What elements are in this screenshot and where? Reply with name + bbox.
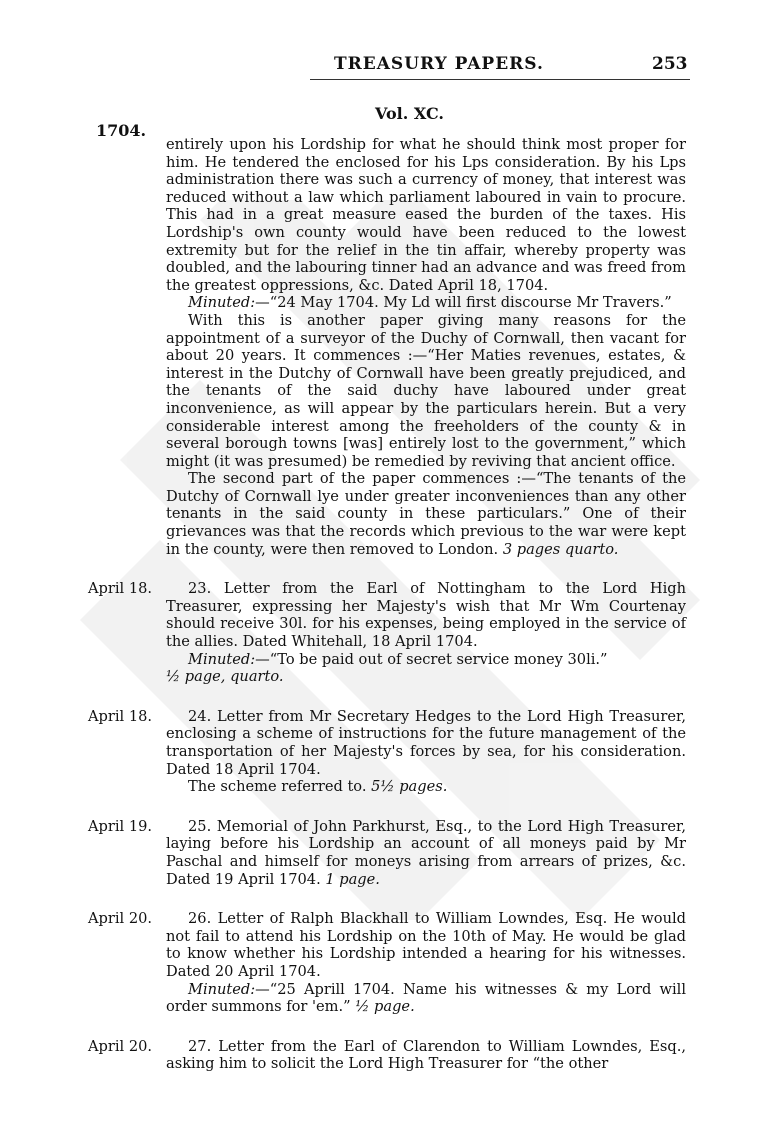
page-count: ½ page, quarto.: [166, 668, 284, 686]
entry-text: [166, 818, 686, 888]
entry-date: April 18.: [88, 707, 153, 725]
intro-minute: [166, 294, 686, 312]
entry-26: [88, 910, 686, 1016]
intro-paragraph-4: [166, 470, 686, 558]
entry-text: 23. Letter from the Earl of Nottingham to the Lord High Treasurer, expressing her Majesty's wish that Mr Wm Courtenay should receive 30l. for his expenses, being employed in the service of the allies. Dated Whitehall, 18 April 1704.: [166, 580, 686, 651]
minuted-label: Minuted:: [188, 650, 256, 668]
intro-paragraph-1: entirely upon his Lordship for what he should think most proper for him. He tendered the enclosed for his Lps consideration. By his Lps administration there was such a currency of money, that interest was reduced without a law which parliament laboured in vain to procure. This had in a great measure eased the burden of the taxes. His Lordship's own county would have been reduced to the lowest extremity but for the relief in the tin affair, whereby property was doubled, and the labouring tinner had an advance and was freed from the greatest oppressions, &c. Dated April 18, 1704.: [166, 136, 686, 294]
minuted-label: Minuted:: [188, 980, 256, 998]
main-text: [88, 136, 686, 1073]
note-text: The scheme referred to.: [188, 778, 367, 796]
entry-minute: [166, 651, 686, 669]
running-header: TREASURY PAPERS.: [334, 54, 544, 74]
entry-note: [166, 778, 686, 796]
minute-text: —“To be paid out of secret service money 30li.”: [255, 650, 608, 668]
page-count: 1 page.: [325, 870, 380, 888]
entry-date: April 18.: [88, 580, 153, 598]
entry-23: [88, 580, 686, 686]
margin-year: 1704.: [96, 121, 147, 140]
minuted-label: Minuted:: [188, 294, 256, 312]
entry-27: [88, 1037, 686, 1073]
page-number: 253: [652, 54, 688, 74]
entry-24: [88, 707, 686, 796]
entry-date: April 20.: [88, 910, 153, 928]
entry-25: [88, 817, 686, 888]
minute-text: —“25 Aprill 1704. Name his witnesses & my Lord will order summons for 'em.”: [166, 980, 686, 1016]
minute-text: —“24 May 1704. My Ld will first discourse Mr Travers.”: [255, 294, 672, 312]
page-count: 3 pages quarto.: [502, 540, 619, 558]
entry-minute: [166, 981, 686, 1016]
volume-heading: Vol. XC.: [375, 104, 444, 123]
entry-body: 25. Memorial of John Parkhurst, Esq., to the Lord High Treasurer, laying before his Lordship an account of all moneys paid by Mr Paschal and himself for moneys arising from arrears of prizes, &c. Dated 19 April 1704.: [166, 817, 686, 888]
entry-text: 27. Letter from the Earl of Clarendon to William Lowndes, Esq., asking him to solicit the Lord High Treasurer for “the other: [166, 1037, 686, 1073]
page-count: ½ page.: [355, 998, 415, 1016]
entry-text: 24. Letter from Mr Secretary Hedges to the Lord High Treasurer, enclosing a scheme of instructions for the future management of the transportation of her Majesty's forces by sea, for his consideration. Dated 18 April 1704.: [166, 707, 686, 778]
page-count: 5½ pages.: [371, 778, 448, 796]
header-rule: [310, 79, 690, 80]
entry-date: April 20.: [88, 1037, 153, 1055]
intro-paragraph-3: With this is another paper giving many reasons for the appointment of a surveyor of the Duchy of Cornwall, then vacant for about 20 years. It commences :—“Her Maties revenues, estates, & interest in the Dutchy of Cornwall have been greatly prejudiced, and the tenants of the said duchy have laboured under great inconvenience, as will appear by the particulars herein. But a very considerable interest among the freeholders of the county & in several borough towns [was] entirely lost to the government,” which might (it was presumed) be remedied by reviving that ancient office.: [166, 311, 686, 470]
entry-text: 26. Letter of Ralph Blackhall to William Lowndes, Esq. He would not fail to attend his Lordship on the 10th of May. He would be glad to know whether his Lordship intended a hearing for his witnesses. Dated 20 April 1704.: [166, 910, 686, 980]
entry-date: April 19.: [88, 817, 153, 835]
entry-pages: [166, 668, 686, 686]
paragraph-text: The second part of the paper commences :—“The tenants of the Dutchy of Cornwall lye under greater inconveniences than any other tenants in the said county in these particulars.” One of their grievances was that the records which previous to the war were kept in the county, were then removed to London.: [166, 470, 686, 558]
